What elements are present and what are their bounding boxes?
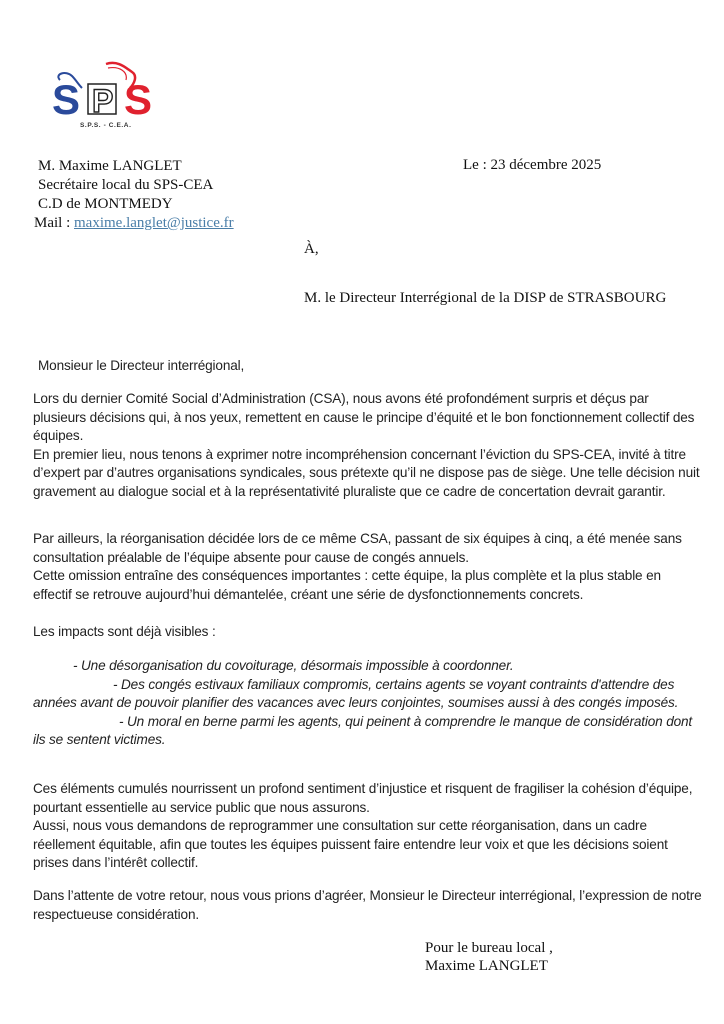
signature-block — [425, 939, 553, 975]
sps-logo-graphic — [48, 58, 168, 124]
paragraph-2-b: Cette omission entraîne des conséquences importantes : cette équipe, la plus complète et la plus stable en effectif se retrouve aujourd’hui démantelée, créant une série de dysfonctionnements concrets. — [33, 568, 661, 602]
impacts-list — [33, 657, 703, 750]
svg-text:P: P — [92, 83, 114, 119]
impact-item: - Une désorganisation du covoiturage, désormais impossible à coordonner. — [73, 658, 514, 673]
svg-text:S: S — [124, 76, 153, 123]
paragraph-1-a: Lors du dernier Comité Social d’Administration (CSA), nous avons été profondément surpris et déçus par plusieurs décisions qui, à nos yeux, remettent en cause le principe d’équité et le bon fonctionnement collectif des équipes. — [33, 391, 695, 444]
sender-mail-line — [34, 214, 234, 233]
letter-date: Le : 23 décembre 2025 — [463, 157, 602, 173]
paragraph-3 — [33, 780, 703, 873]
recipient: M. le Directeur Interrégional de la DISP de STRASBOURG — [304, 290, 667, 306]
paragraph-3-a: Ces éléments cumulés nourrissent un profond sentiment d’injustice et risquent de fragiliser la cohésion d’équipe, pourtant essentielle au service public que nous assurons. — [33, 781, 693, 815]
sender-location: C.D de MONTMEDY — [38, 196, 173, 212]
paragraph-2 — [33, 530, 703, 604]
paragraph-1-b: En premier lieu, nous tenons à exprimer notre incompréhension concernant l’éviction du SPS-CEA, invité à titre d’expert par d’autres organisations syndicales, sous prétexte qu’il ne dispose pas de siège. Une telle décision nuit gravement au dialogue social et à la représentativité pluraliste que ce cadre de concertation devrait garantir. — [33, 446, 700, 499]
logo-caption: S.P.S. - C.E.A. — [80, 122, 132, 129]
mail-label: Mail : — [34, 215, 74, 231]
salutation: Monsieur le Directeur interrégional, — [38, 358, 245, 373]
impact-item: - Un moral en berne parmi les agents, qui peinent à comprendre le manque de considération dont ils se sentent victimes. — [33, 713, 693, 748]
paragraph-1 — [33, 390, 703, 502]
sender-title: Secrétaire local du SPS-CEA — [38, 177, 214, 193]
sender-block — [34, 157, 234, 233]
addressee-prefix: À, — [304, 241, 319, 257]
impacts-title: Les impacts sont déjà visibles : — [33, 624, 216, 639]
signature-name: Maxime LANGLET — [425, 958, 548, 974]
sps-cea-logo — [48, 58, 168, 130]
paragraph-2-a: Par ailleurs, la réorganisation décidée lors de ce même CSA, passant de six équipes à cinq, a été menée sans consultation préalable de l’équipe absente pour cause de congés annuels. — [33, 531, 682, 565]
sender-name: M. Maxime LANGLET — [38, 158, 182, 174]
svg-text:S: S — [52, 76, 81, 123]
impact-item: - Des congés estivaux familiaux compromis, certains agents se voyant contraints d'attendre des années avant de pouvoir planifier des vacances avec leurs conjointes, soumises aussi à des congés imposés. — [33, 676, 679, 711]
signature-line-1: Pour le bureau local , — [425, 940, 553, 956]
paragraph-3-b: Aussi, nous vous demandons de reprogrammer une consultation sur cette réorganisation, dans un cadre réellement équitable, afin que toutes les équipes puissent faire entendre leur voix et que les décisions soient prises dans l’intérêt collectif. — [33, 818, 668, 871]
mail-link[interactable]: maxime.langlet@justice.fr — [74, 215, 234, 231]
closing-paragraph: Dans l’attente de votre retour, nous vous prions d’agréer, Monsieur le Directeur interrégional, l’expression de notre respectueuse considération. — [33, 888, 702, 922]
